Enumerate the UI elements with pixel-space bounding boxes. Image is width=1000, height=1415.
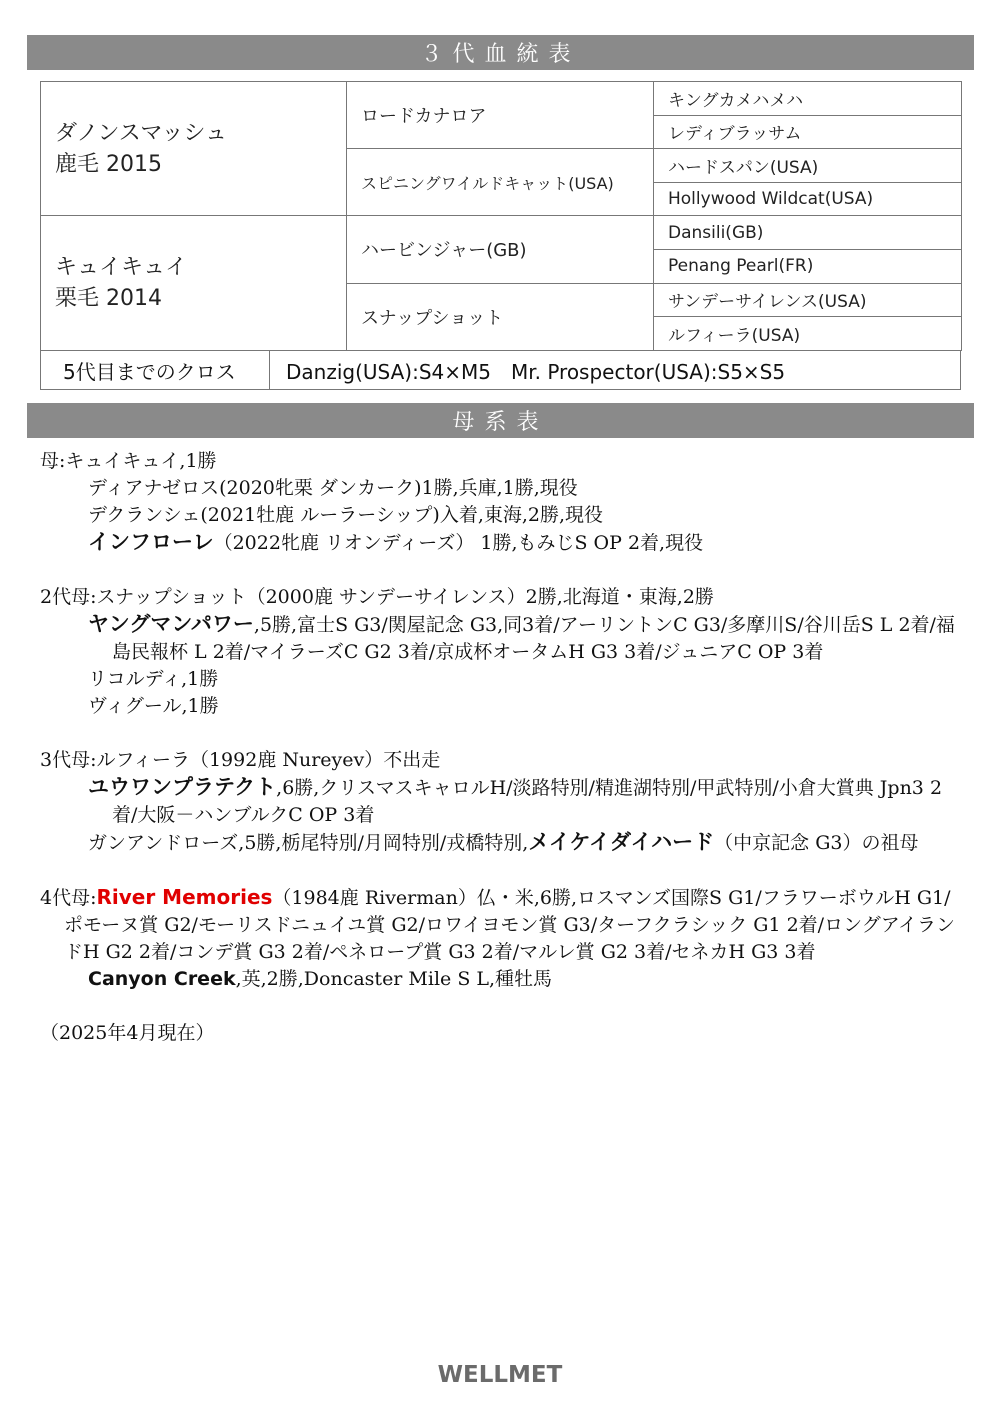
sire-dam: スピニングワイルドキャット(USA) [347, 149, 654, 216]
third-dam-block [40, 747, 962, 857]
inbreeding-cross-row [40, 351, 961, 390]
family-header-text: 母系表 [452, 410, 549, 435]
pedigree-header-text: ３代血統表 [420, 42, 581, 67]
third-dam-star-text: ,6勝,クリスマスキャロルH/淡路特別/精進湖特別/甲武特別/小倉大賞典 Jpn3 2着/大阪－ハンブルクC OP 3着 [112, 777, 943, 826]
fourth-dam-name: River Memories [96, 885, 273, 909]
cross-value: Danzig(USA):S4×M5 Mr. Prospector(USA):S5×S5 [286, 359, 786, 384]
sire-cell [41, 82, 347, 216]
dam-block [40, 448, 962, 557]
sire-sire-sire: キングカメハメハ [654, 82, 962, 116]
dam-sire: ハービンジャー(GB) [347, 216, 654, 283]
fourth-dam-block [40, 884, 962, 993]
fourth-dam-star [40, 966, 962, 993]
fourth-dam-star-name: Canyon Creek [88, 968, 236, 990]
dam-cell [41, 216, 347, 350]
dam-dam: スナップショット [347, 283, 654, 350]
sire-dam-sire: ハードスパン(USA) [654, 149, 962, 183]
third-dam-other-name: メイケイダイハード [528, 830, 715, 854]
offspring-3-name: インフローレ [88, 530, 214, 554]
sire-sire-dam: レディブラッサム [654, 115, 962, 149]
sire-name: ダノンスマッシュ [55, 120, 228, 146]
third-dam-line: 3代母:ルフィーラ（1992鹿 Nureyev）不出走 [40, 749, 441, 771]
family-header [27, 403, 974, 438]
dam-sire-sire: Dansili(GB) [654, 216, 962, 250]
fourth-dam-star-text: ,英,2勝,Doncaster Mile S L,種牡馬 [235, 968, 553, 990]
pedigree-header [27, 35, 974, 70]
offspring-1: ディアナゼロス(2020牝栗 ダンカーク)1勝,兵庫,1勝,現役 [88, 477, 578, 499]
wellmet-logo [0, 1362, 1000, 1388]
dam-dam-dam: ルフィーラ(USA) [654, 317, 962, 351]
offspring-3-text: （2022牝鹿 リオンディーズ） 1勝,もみじS OP 2着,現役 [213, 532, 704, 554]
third-dam-star-name: ユウワンプラテクト [88, 775, 277, 799]
sire-sire: ロードカナロア [347, 82, 654, 149]
fourth-dam-line [40, 884, 962, 966]
third-dam-other-suffix: （中京記念 G3）の祖母 [714, 832, 919, 854]
second-dam-block [40, 584, 962, 720]
third-dam-other-prefix: ガンアンドローズ,5勝,栃尾特別/月岡特別/戎橋特別, [88, 832, 529, 854]
dam-sire-dam: Penang Pearl(FR) [654, 249, 962, 283]
dam-info: 栗毛 2014 [55, 286, 162, 312]
second-dam-other-2: ヴィグール,1勝 [88, 695, 219, 717]
dam-line: 母:キュイキュイ,1勝 [40, 450, 217, 472]
wellmet-logo-text: WELLMET [437, 1362, 563, 1388]
offspring-2: デクランシェ(2021牡鹿 ルーラーシップ)入着,東海,2勝,現役 [88, 504, 604, 526]
third-dam-star [40, 774, 962, 829]
cross-label: 5代目までのクロス [41, 351, 270, 389]
fourth-dam-text: （1984鹿 Riverman）仏・米,6勝,ロスマンズ国際S G1/フラワーボウルH G1/ポモーヌ賞 G2/モーリスドニュイユ賞 G2/ロワイヨモン賞 G3/ターフクラシック G1 2着/ロングアイランドH G2 2着/コンデ賞 G3 2着/ペネロープ賞 G3 2着/マルレ賞 G2 3着/セネカH G3 3着 [64, 887, 955, 963]
date-note: （2025年4月現在） [40, 1022, 215, 1044]
dam-dam-sire: サンデーサイレンス(USA) [654, 283, 962, 317]
dam-name: キュイキュイ [55, 255, 188, 281]
sire-dam-dam: Hollywood Wildcat(USA) [654, 182, 962, 216]
sire-info: 鹿毛 2015 [55, 151, 162, 177]
second-dam-line: 2代母:スナップショット（2000鹿 サンデーサイレンス）2勝,北海道・東海,2勝 [40, 586, 714, 608]
family-table [40, 448, 962, 1047]
second-dam-other-1: リコルディ,1勝 [88, 668, 219, 690]
offspring-3 [40, 529, 962, 557]
pedigree-table [40, 81, 962, 351]
second-dam-star-name: ヤングマンパワー [88, 612, 254, 636]
second-dam-star-text: ,5勝,富士S G3/関屋記念 G3,同3着/アーリントンC G3/多摩川S/谷川岳S L 2着/福島民報杯 L 2着/マイラーズC G2 3着/京成杯オータムH G3 3着/ジュニアC OP 3着 [112, 614, 955, 663]
fourth-dam-prefix: 4代母: [40, 887, 97, 909]
third-dam-other [40, 829, 962, 857]
second-dam-star [40, 611, 962, 666]
